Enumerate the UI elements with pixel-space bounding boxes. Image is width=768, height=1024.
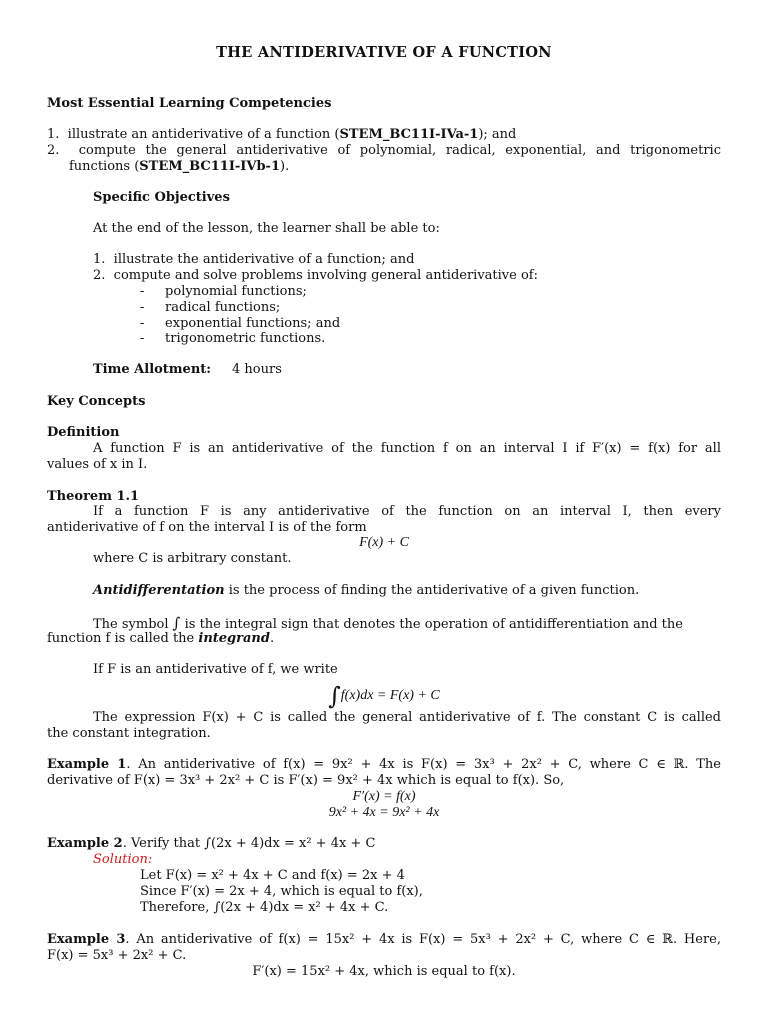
page-title: THE ANTIDERIVATIVE OF A FUNCTION bbox=[216, 44, 552, 61]
example-1-line-2: derivative of F(x) = 3x³ + 2x² + C is F′(x) = 9x² + 4x which is equal to f(x). So, bbox=[47, 773, 565, 788]
example-2-step-2: Since F′(x) = 2x + 4, which is equal to f(x), bbox=[140, 884, 423, 899]
theorem-line-1: If a function F is any antiderivative of the function on an interval I, then every bbox=[93, 504, 721, 519]
example-3-equation: F′(x) = 15x² + 4x, which is equal to f(x). bbox=[252, 964, 516, 979]
general-antiderivative-line-1: The expression F(x) + C is called the general antiderivative of f. The constant C is called bbox=[93, 710, 721, 725]
objectives-heading: Specific Objectives bbox=[93, 190, 230, 205]
integral-formula: ∫f(x)dx = F(x) + C bbox=[328, 682, 440, 710]
objective-item-1: 1. illustrate the antiderivative of a function; and bbox=[93, 252, 415, 267]
objective-sub-item: - radical functions; bbox=[140, 300, 281, 315]
example-1-equation-1: F′(x) = f(x) bbox=[352, 789, 416, 804]
antiderivative-notation-line: If F is an antiderivative of f, we write bbox=[93, 662, 338, 677]
melc-heading: Most Essential Learning Competencies bbox=[47, 96, 332, 111]
general-antiderivative-line-2: the constant integration. bbox=[47, 726, 211, 741]
example-3-line-1: Example 3. An antiderivative of f(x) = 15x² + 4x is F(x) = 5x³ + 2x² + C, where C ∈ ℝ. Here, bbox=[47, 932, 721, 947]
example-3-line-2: F(x) = 5x³ + 2x² + C. bbox=[47, 948, 187, 963]
key-concepts-heading: Key Concepts bbox=[47, 394, 146, 409]
time-allotment-value: 4 hours bbox=[232, 362, 282, 377]
example-2-statement: Example 2. Verify that ∫(2x + 4)dx = x² + 4x + C bbox=[47, 836, 376, 851]
integral-sign: ∫ bbox=[172, 614, 181, 632]
example-1-line-1: Example 1. An antiderivative of f(x) = 9x² + 4x is F(x) = 3x³ + 2x² + C, where C ∈ ℝ. The bbox=[47, 757, 721, 772]
example-2-step-1: Let F(x) = x² + 4x + C and f(x) = 2x + 4 bbox=[140, 868, 405, 883]
definition-line-1: A function F is an antiderivative of the function f on an interval I if F′(x) = f(x) for all bbox=[93, 441, 721, 456]
example-1-equation-2: 9x² + 4x = 9x² + 4x bbox=[328, 805, 440, 820]
objective-sub-item: - trigonometric functions. bbox=[140, 331, 326, 346]
definition-heading: Definition bbox=[47, 425, 120, 440]
integral-sign: ∫ bbox=[328, 682, 341, 710]
objective-sub-item: - exponential functions; and bbox=[140, 316, 341, 331]
melc-item-2-line-1: 2. compute the general antiderivative of polynomial, radical, exponential, and trigonometric bbox=[47, 143, 721, 158]
melc-item-1: 1. illustrate an antiderivative of a function (STEM_BC11I-IVa-1); and bbox=[47, 127, 517, 142]
antidifferentiation-sentence: Antidifferentation is the process of finding the antiderivative of a given function. bbox=[93, 583, 640, 598]
integral-symbol-line-2: function f is called the integrand. bbox=[47, 631, 275, 646]
integral-symbol-line-1: The symbol ∫ is the integral sign that denotes the operation of antidifferentiation and the bbox=[93, 614, 683, 632]
example-2-solution-label: Solution: bbox=[93, 852, 153, 867]
theorem-line-3: where C is arbitrary constant. bbox=[93, 551, 292, 566]
example-2-step-3: Therefore, ∫(2x + 4)dx = x² + 4x + C. bbox=[140, 900, 389, 915]
time-allotment-label: Time Allotment: bbox=[93, 362, 212, 377]
theorem-heading: Theorem 1.1 bbox=[47, 489, 140, 504]
theorem-formula: F(x) + C bbox=[359, 535, 409, 550]
objective-item-2: 2. compute and solve problems involving general antiderivative of: bbox=[93, 268, 538, 283]
definition-line-2: values of x in I. bbox=[47, 457, 148, 472]
melc-item-2-line-2: functions (STEM_BC11I-IVb-1). bbox=[69, 159, 290, 174]
objective-sub-item: - polynomial functions; bbox=[140, 284, 307, 299]
theorem-line-2: antiderivative of f on the interval I is of the form bbox=[47, 520, 367, 535]
objectives-intro: At the end of the lesson, the learner shall be able to: bbox=[93, 221, 440, 236]
